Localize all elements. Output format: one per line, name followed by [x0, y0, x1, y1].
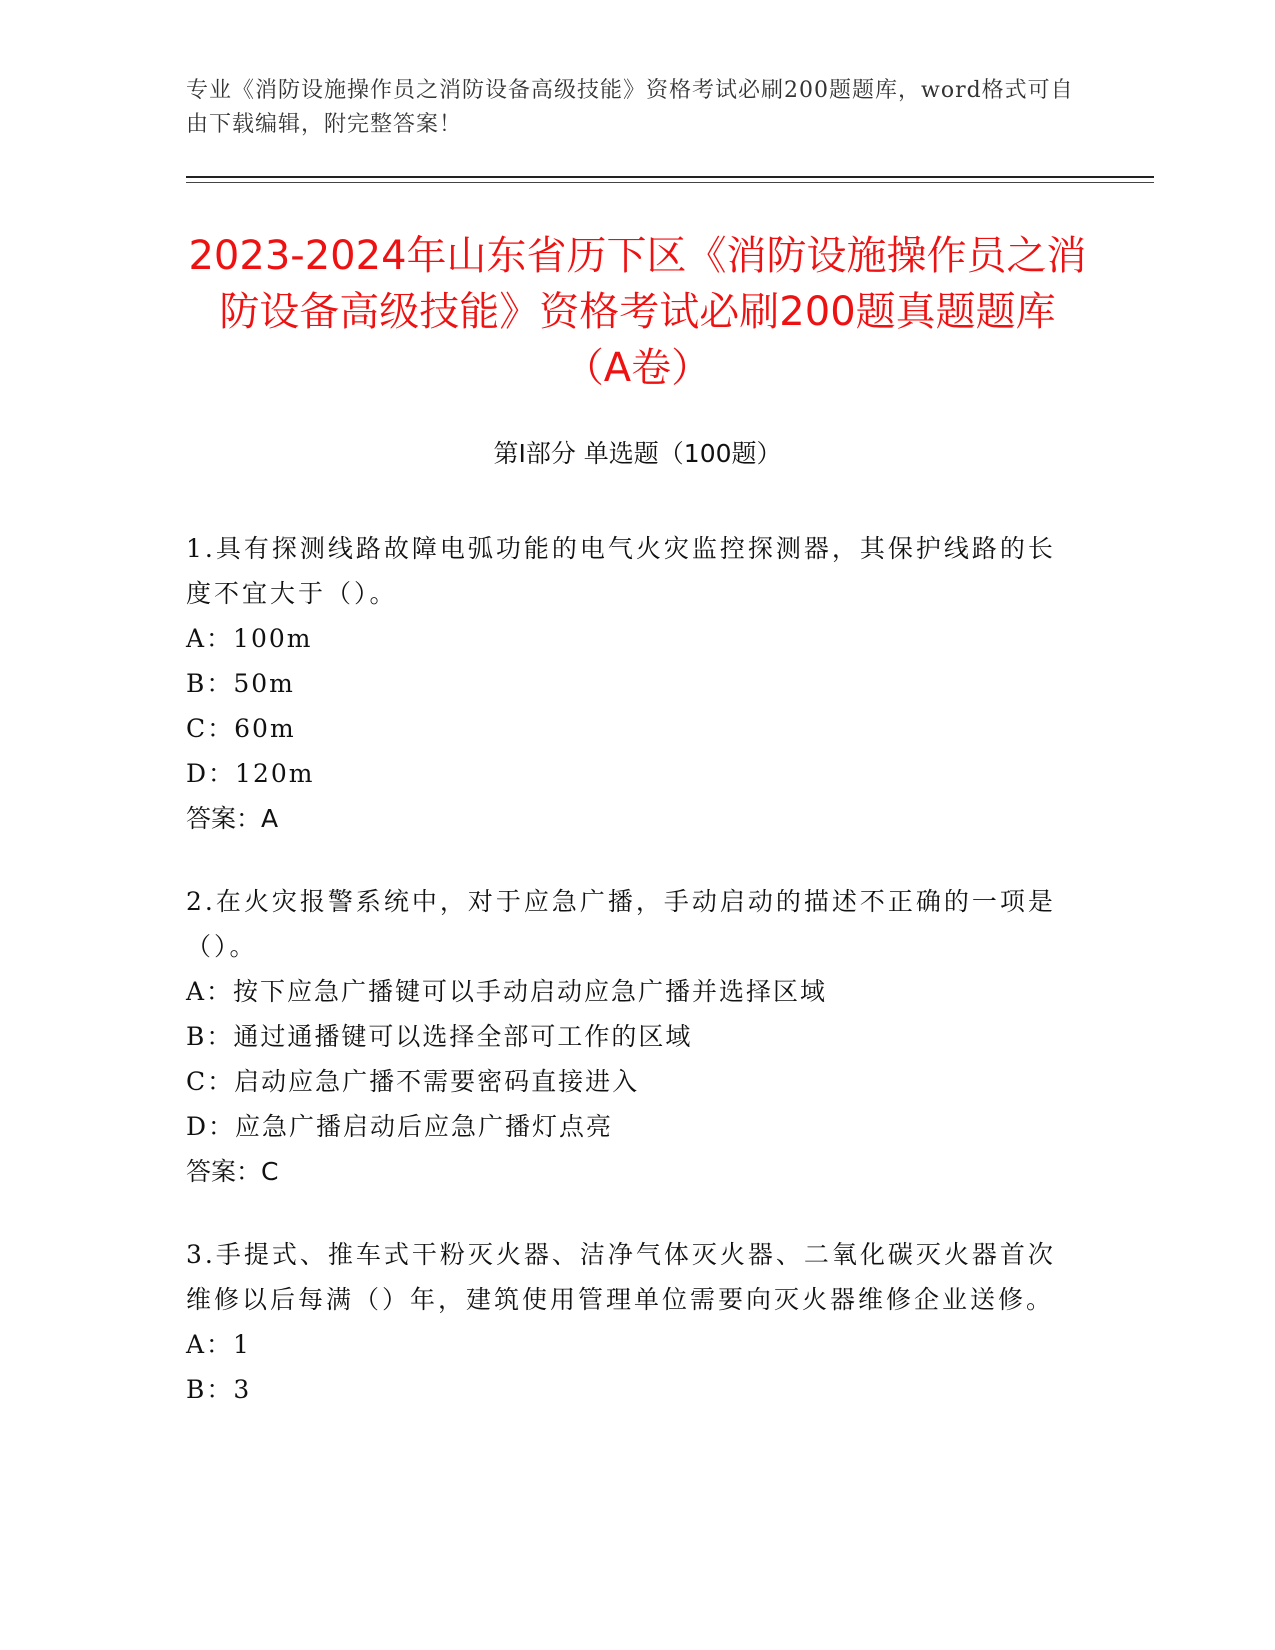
- header-divider: [186, 176, 1154, 178]
- option-a: A：100m: [186, 624, 313, 653]
- answer: 答案：C: [186, 1157, 279, 1186]
- answer: 答案：A: [186, 804, 279, 833]
- question-list: [186, 526, 1066, 1450]
- question-1: [186, 526, 1066, 841]
- document-title: 2023-2024年山东省历下区《消防设施操作员之消防设备高级技能》资格考试必刷200题真题题库（A卷）: [188, 233, 1087, 391]
- question-stem: 2.在火灾报警系统中，对于应急广播，手动启动的描述不正确的一项是（）。: [186, 887, 1056, 961]
- question-stem: 3.手提式、推车式干粉灭火器、洁净气体灭火器、二氧化碳灭火器首次维修以后每满（）年，建筑使用管理单位需要向灭火器维修企业送修。: [186, 1240, 1056, 1314]
- option-b: B：通过通播键可以选择全部可工作的区域: [186, 1022, 693, 1051]
- header-note: 专业《消防设施操作员之消防设备高级技能》资格考试必刷200题题库，word格式可自由下载编辑，附完整答案！: [186, 78, 1074, 137]
- option-a: A：按下应急广播键可以手动启动应急广播并选择区域: [186, 977, 828, 1006]
- option-c: C：60m: [186, 714, 296, 743]
- option-d: D：120m: [186, 759, 315, 788]
- question-3: [186, 1232, 1066, 1412]
- question-stem: 1.具有探测线路故障电弧功能的电气火灾监控探测器，其保护线路的长度不宜大于（）。: [186, 534, 1056, 608]
- option-a: A：1: [186, 1330, 251, 1359]
- option-b: B：3: [186, 1375, 252, 1404]
- option-b: B：50m: [186, 669, 295, 698]
- option-c: C：启动应急广播不需要密码直接进入: [186, 1067, 640, 1096]
- option-d: D：应急广播启动后应急广播灯点亮: [186, 1112, 614, 1141]
- question-2: [186, 879, 1066, 1194]
- section-title: 第Ⅰ部分 单选题（100题）: [493, 439, 782, 468]
- header-divider-thin: [186, 182, 1154, 183]
